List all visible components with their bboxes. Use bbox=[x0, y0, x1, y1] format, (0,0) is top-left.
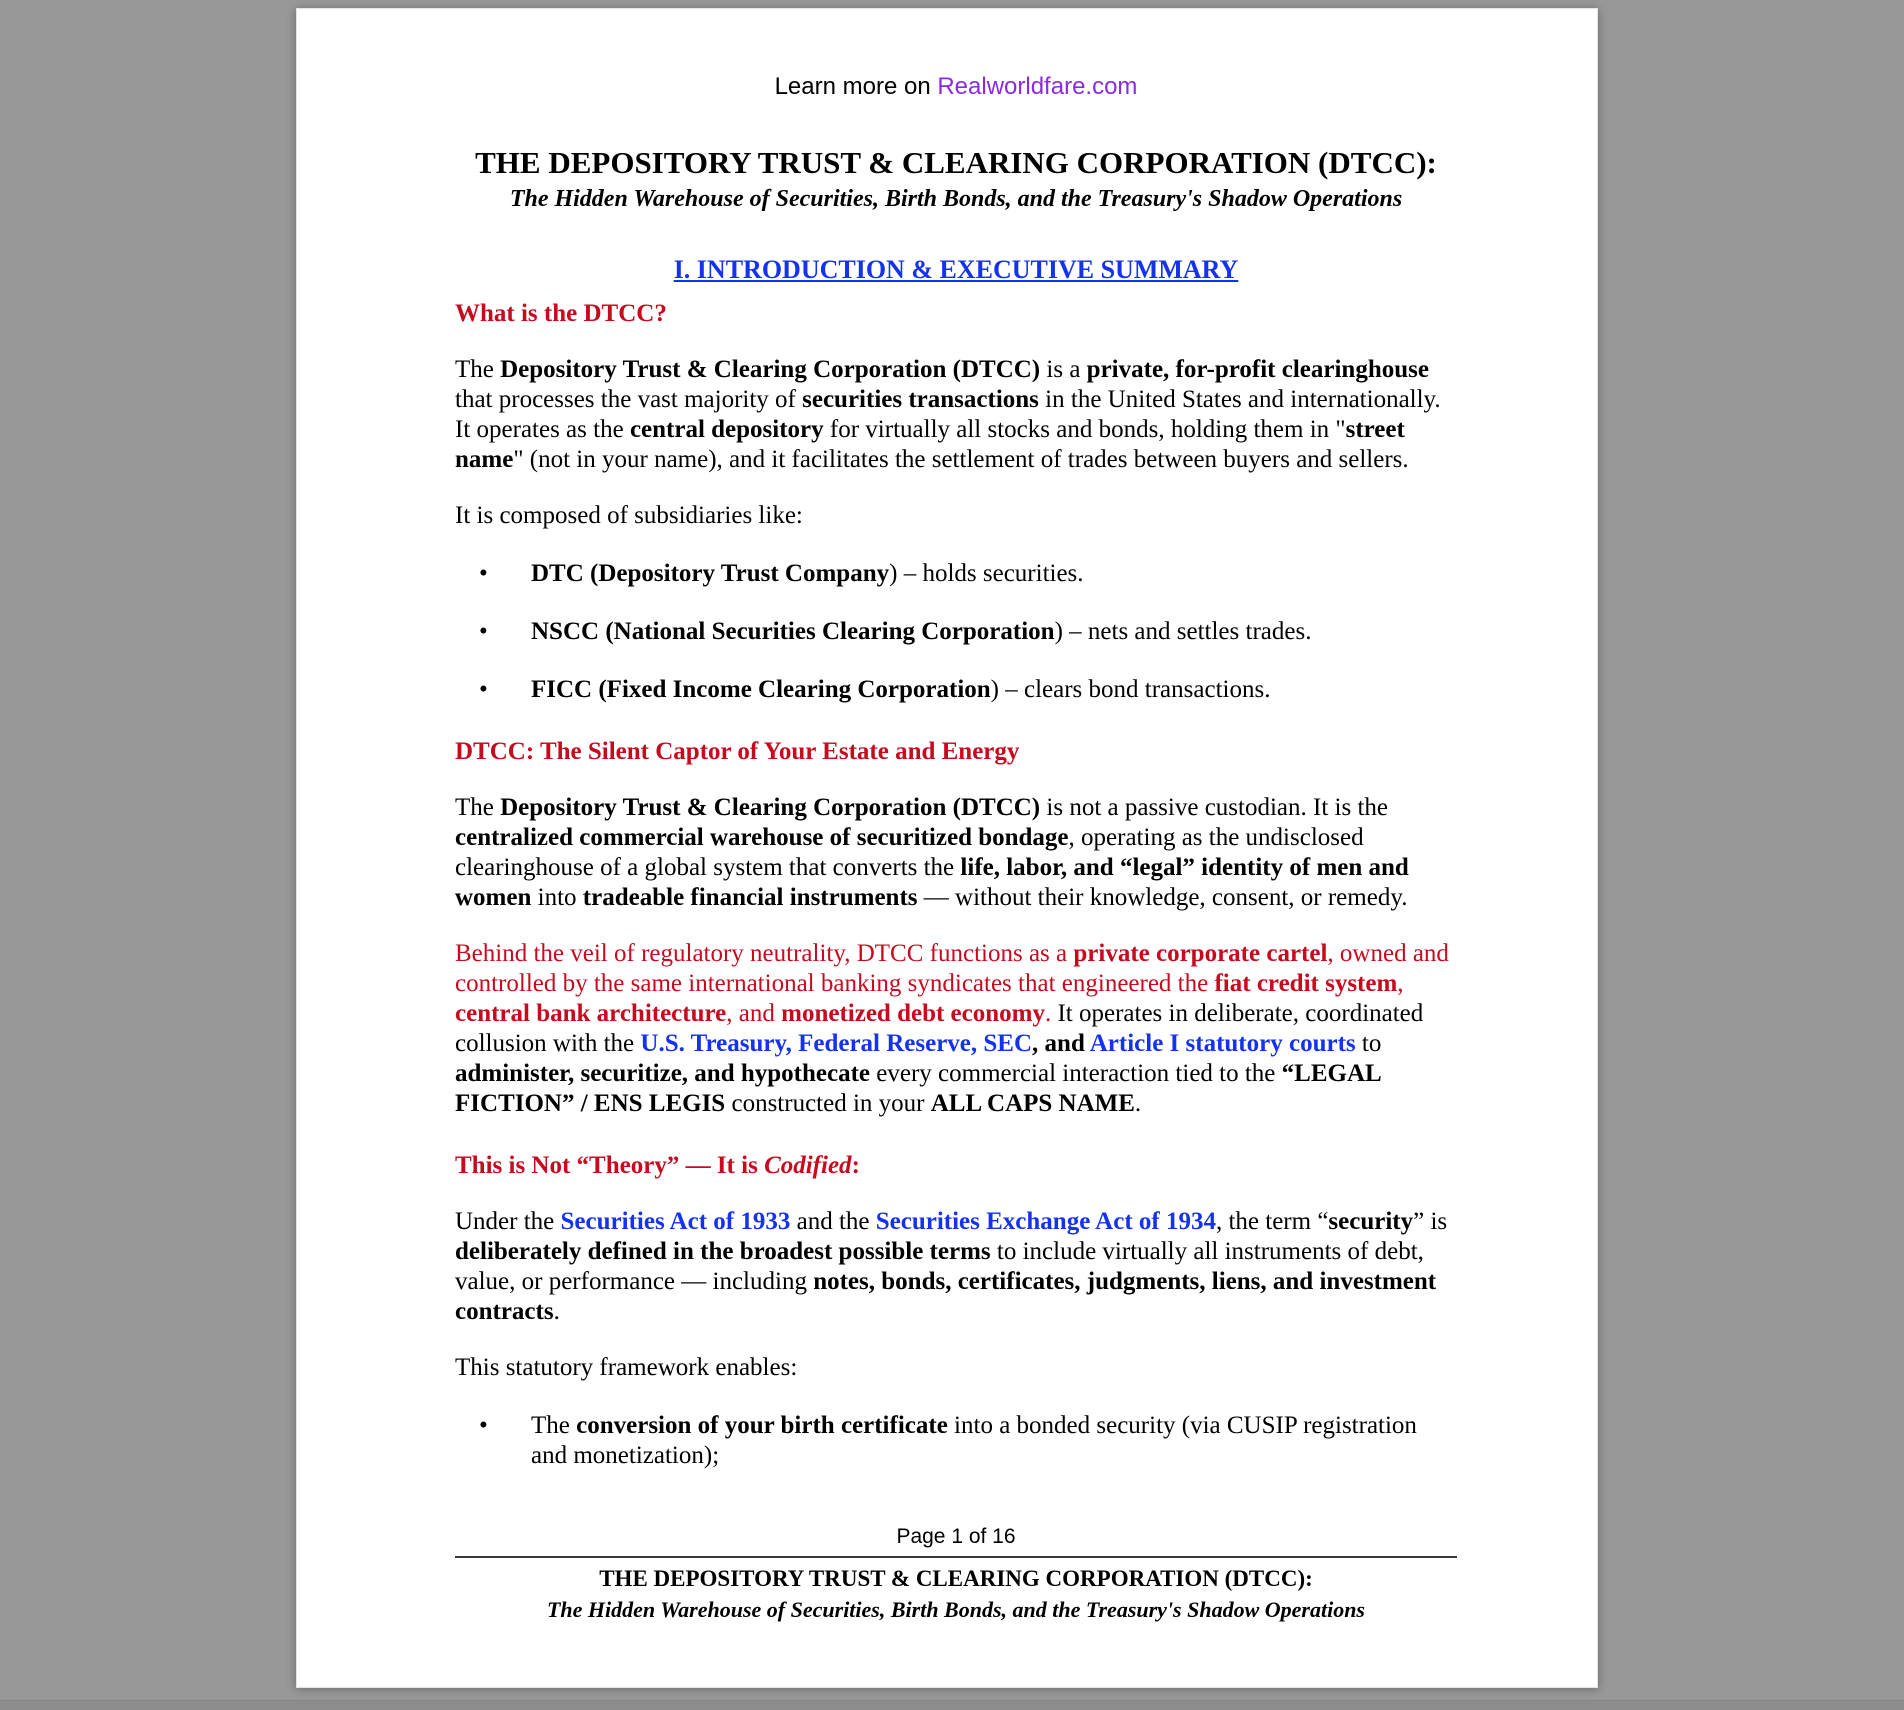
text-run: What is the DTCC? bbox=[455, 299, 667, 327]
text-run: It is composed of subsidiaries like: bbox=[455, 501, 803, 529]
bullet-item bbox=[531, 1411, 1457, 1471]
red-heading bbox=[455, 299, 1457, 329]
text-run: The bbox=[455, 355, 501, 383]
text-run: Under the bbox=[455, 1207, 561, 1235]
text-run: : bbox=[851, 1151, 860, 1179]
promo-prefix: Learn more on bbox=[774, 73, 938, 100]
text-run: FICC (Fixed Income Clearing Corporation bbox=[531, 675, 991, 703]
text-run: to bbox=[1355, 1029, 1382, 1057]
paragraph bbox=[455, 1207, 1457, 1327]
text-run: private corporate cartel bbox=[1073, 939, 1328, 967]
text-run: central bank architecture bbox=[455, 999, 727, 1027]
text-run: life, labor, and “legal” identity of men and women bbox=[455, 853, 1409, 911]
text-run: It operates in deliberate, coordinated collusion with the bbox=[455, 999, 1424, 1057]
paragraph bbox=[455, 355, 1457, 475]
text-run: This statutory framework enables: bbox=[455, 1353, 798, 1381]
page-footer bbox=[455, 1525, 1457, 1623]
text-run: for virtually all stocks and bonds, holding them in " bbox=[823, 415, 1346, 443]
text-run: ” is bbox=[1413, 1207, 1448, 1235]
document-body bbox=[455, 299, 1457, 1471]
section-heading-link[interactable]: I. INTRODUCTION & EXECUTIVE SUMMARY bbox=[673, 254, 1239, 284]
text-run: notes, bonds, certificates, judgments, liens, and investment contracts bbox=[455, 1267, 1437, 1325]
bullet-item bbox=[531, 617, 1457, 647]
inline-link[interactable]: U.S. Treasury, Federal Reserve, SEC bbox=[640, 1029, 1033, 1057]
text-run: fiat credit system bbox=[1214, 969, 1398, 997]
footer-rule bbox=[455, 1556, 1457, 1558]
text-run: security bbox=[1328, 1207, 1414, 1235]
viewport-bottom-strip bbox=[0, 1700, 1904, 1710]
text-run: securities transactions bbox=[802, 385, 1039, 413]
text-run: into bbox=[531, 883, 583, 911]
text-run: in the United States and internationally. It operates as the bbox=[455, 385, 1441, 443]
paragraph bbox=[455, 501, 1457, 531]
bullet-item bbox=[531, 675, 1457, 705]
text-run: is not a passive custodian. It is the bbox=[1040, 793, 1389, 821]
bullet-list bbox=[455, 559, 1457, 705]
promo-header bbox=[455, 73, 1457, 101]
inline-link[interactable]: Article I statutory courts bbox=[1089, 1029, 1356, 1057]
text-run: , and bbox=[726, 999, 782, 1027]
text-run: is a bbox=[1040, 355, 1087, 383]
text-run: , the term “ bbox=[1215, 1207, 1329, 1235]
text-run: centralized commercial warehouse of securitized bondage bbox=[455, 823, 1069, 851]
text-run: ) – holds securities. bbox=[889, 559, 1084, 587]
text-run: Depository Trust & Clearing Corporation (DTCC) bbox=[500, 355, 1041, 383]
text-run: conversion of your birth certificate bbox=[576, 1411, 948, 1439]
text-run: central depository bbox=[629, 415, 824, 443]
red-heading bbox=[455, 737, 1457, 767]
text-run: deliberately defined in the broadest possible terms bbox=[455, 1237, 991, 1265]
text-run: into a bonded security (via CUSIP registration and monetization); bbox=[531, 1411, 1417, 1469]
text-run: . bbox=[553, 1297, 560, 1325]
text-run: Codified bbox=[764, 1151, 852, 1179]
text-run: — without their knowledge, consent, or remedy. bbox=[917, 883, 1408, 911]
doc-subtitle: The Hidden Warehouse of Securities, Birth Bonds, and the Treasury's Shadow Operations bbox=[509, 185, 1403, 212]
text-run: , and bbox=[1032, 1029, 1090, 1057]
text-run: , owned and controlled by the same international banking syndicates that engineered the bbox=[455, 939, 1449, 997]
text-run: ) – nets and settles trades. bbox=[1054, 617, 1312, 645]
promo-link[interactable]: Realworldfare.com bbox=[937, 73, 1138, 100]
paragraph bbox=[455, 1353, 1457, 1383]
text-run: tradeable financial instruments bbox=[582, 883, 918, 911]
text-run: . bbox=[1044, 999, 1052, 1027]
text-run: that processes the vast majority of bbox=[455, 385, 803, 413]
inline-link[interactable]: Securities Exchange Act of 1934 bbox=[875, 1207, 1216, 1235]
document-page bbox=[296, 8, 1598, 1688]
footer-title: THE DEPOSITORY TRUST & CLEARING CORPORATION (DTCC): bbox=[599, 1565, 1313, 1591]
text-run: “LEGAL FICTION” / ENS LEGIS bbox=[455, 1059, 1381, 1117]
text-run: and the bbox=[790, 1207, 876, 1235]
text-run: The bbox=[455, 793, 501, 821]
paragraph bbox=[455, 939, 1457, 1119]
text-run: NSCC (National Securities Clearing Corporation bbox=[531, 617, 1055, 645]
bullet-list bbox=[455, 1411, 1457, 1471]
text-run: DTCC: The Silent Captor of Your Estate and Energy bbox=[455, 737, 1020, 765]
text-run: every commercial interaction tied to the bbox=[870, 1059, 1282, 1087]
text-run: ALL CAPS NAME bbox=[930, 1089, 1135, 1117]
text-run: The bbox=[531, 1411, 577, 1439]
text-run: administer, securitize, and hypothecate bbox=[455, 1059, 871, 1087]
doc-title: THE DEPOSITORY TRUST & CLEARING CORPORATION (DTCC): bbox=[475, 145, 1437, 180]
text-run: Behind the veil of regulatory neutrality, DTCC functions as a bbox=[455, 939, 1074, 967]
paragraph bbox=[455, 793, 1457, 913]
text-run: ) – clears bond transactions. bbox=[990, 675, 1271, 703]
text-run: Depository Trust & Clearing Corporation (DTCC) bbox=[500, 793, 1041, 821]
bullet-item bbox=[531, 559, 1457, 589]
text-run: DTC (Depository Trust Company bbox=[531, 559, 890, 587]
footer-subtitle: The Hidden Warehouse of Securities, Birth Bonds, and the Treasury's Shadow Operations bbox=[546, 1596, 1365, 1622]
text-run: street name bbox=[455, 415, 1405, 473]
text-run: . bbox=[1134, 1089, 1142, 1117]
text-run: private, for-profit clearinghouse bbox=[1086, 355, 1429, 383]
text-run: , operating as the undisclosed clearinghouse of a global system that converts the bbox=[455, 823, 1364, 881]
page-number: Page 1 of 16 bbox=[896, 1524, 1016, 1548]
text-run: constructed in your bbox=[725, 1089, 931, 1117]
text-run: This is Not “Theory” — It is bbox=[455, 1151, 765, 1179]
text-run: , bbox=[1397, 969, 1404, 997]
text-run: to include virtually all instruments of debt, value, or performance — including bbox=[455, 1237, 1424, 1295]
text-run: monetized debt economy bbox=[781, 999, 1045, 1027]
text-run: " (not in your name), and it facilitates the settlement of trades between buyers and sellers. bbox=[513, 445, 1409, 473]
inline-link[interactable]: Securities Act of 1933 bbox=[560, 1207, 791, 1235]
red-heading bbox=[455, 1151, 1457, 1181]
